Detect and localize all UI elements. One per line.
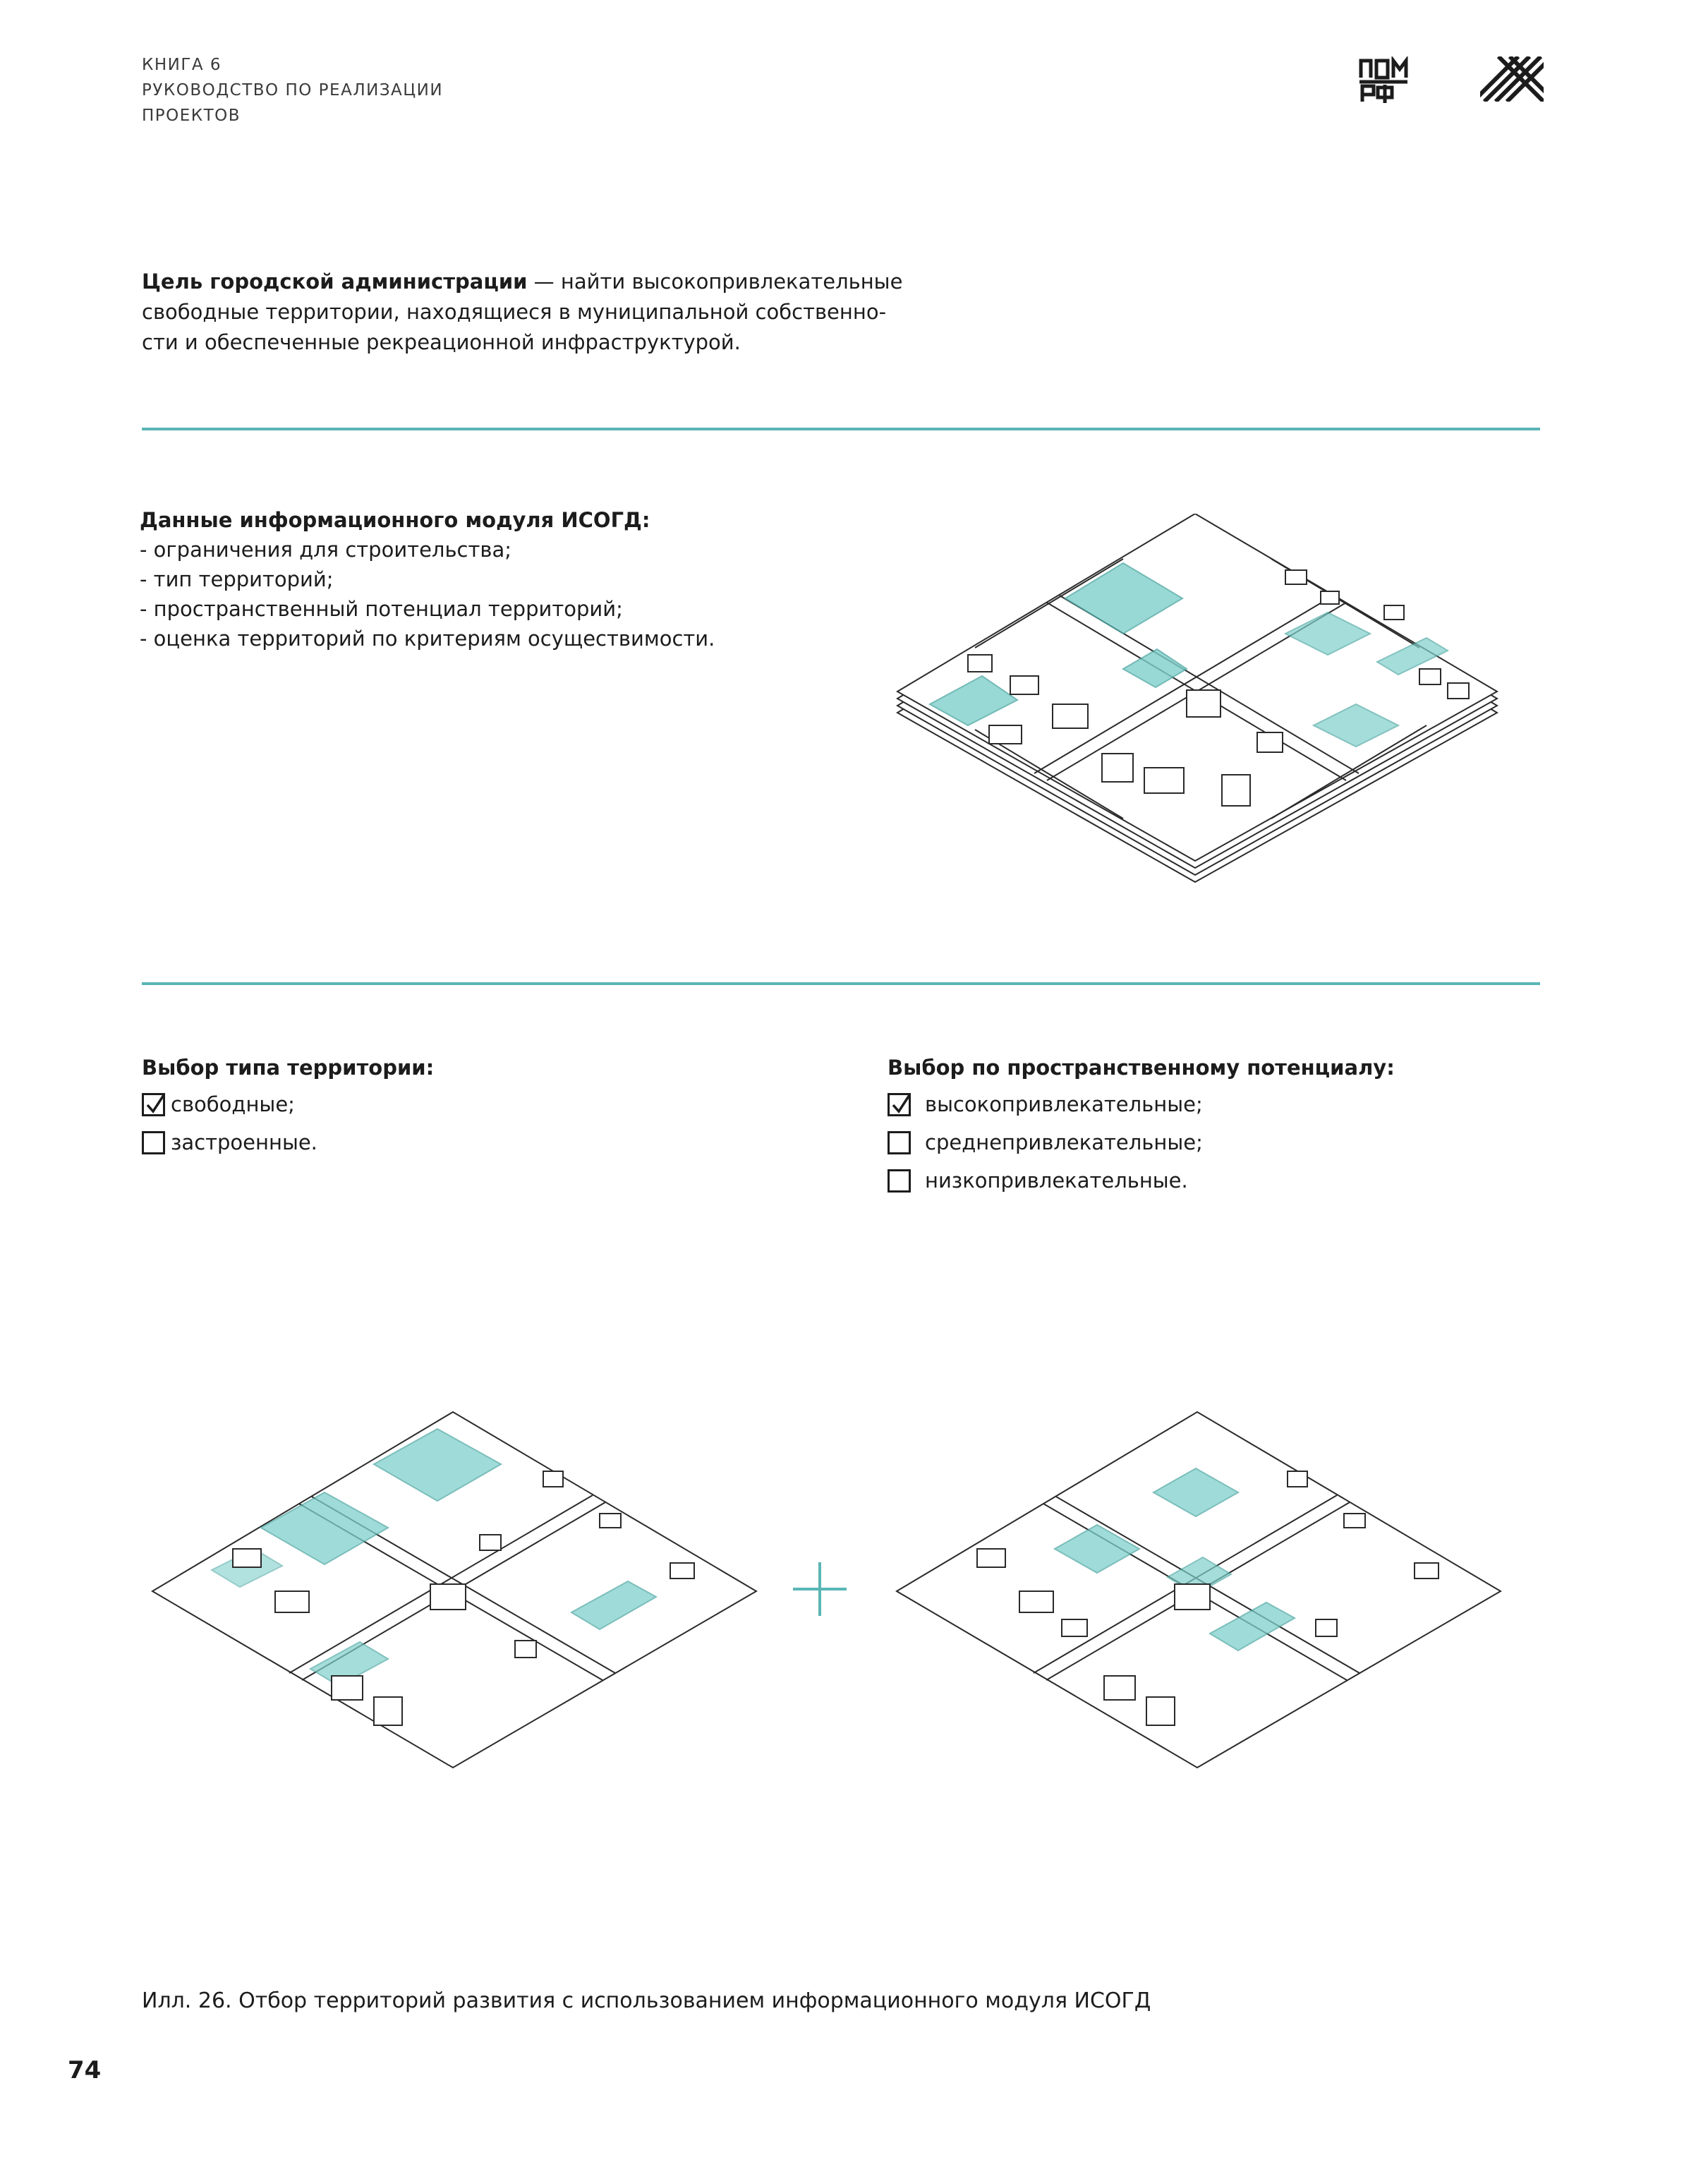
territory-type-selector (142, 1050, 434, 1161)
option-label: среднепривлекательные; (925, 1130, 1203, 1154)
figure-caption: Илл. 26. Отбор территорий развития с использованием информационного модуля ИСОГД (142, 1988, 1151, 2013)
goal-paragraph (142, 267, 988, 358)
option-free[interactable] (142, 1085, 434, 1123)
header-line-3: ПРОЕКТОВ (142, 107, 241, 125)
goal-bold: Цель городской администрации (142, 270, 528, 294)
option-label: низкопривлекательные. (925, 1169, 1188, 1193)
isogd-section (140, 505, 715, 653)
spatial-potential-title: Выбор по пространственному потенциалу: (888, 1056, 1395, 1080)
isometric-map-territory-type (148, 1408, 762, 1775)
option-medium[interactable] (888, 1123, 1395, 1161)
checkbox-empty-icon[interactable] (888, 1131, 911, 1154)
option-label: застроенные. (171, 1130, 317, 1154)
isogd-item: - тип территорий; (140, 567, 334, 591)
checkbox-empty-icon[interactable] (142, 1131, 165, 1154)
isometric-map-layers (890, 514, 1504, 888)
divider-2 (142, 982, 1540, 985)
goal-rest: — найти высокопривлекательные (527, 270, 903, 294)
running-header (142, 52, 443, 128)
checkbox-empty-icon[interactable] (888, 1169, 911, 1193)
territory-type-title: Выбор типа территории: (142, 1056, 435, 1080)
header-line-1: КНИГА 6 (142, 56, 222, 74)
goal-line-2: свободные территории, находящиеся в муниципальной собственно- (142, 300, 887, 324)
isogd-item: - оценка территорий по критериям осуществимости. (140, 627, 715, 651)
checkbox-checked-icon[interactable] (142, 1093, 165, 1116)
isogd-item: - пространственный потенциал территорий; (140, 597, 623, 621)
option-label: высокопривлекательные; (925, 1092, 1203, 1116)
pattern-logo (1480, 56, 1544, 102)
spatial-potential-selector (888, 1050, 1395, 1200)
plus-icon (793, 1562, 847, 1616)
goal-line-3: сти и обеспеченные рекреационной инфраструктурой. (142, 330, 741, 354)
option-label: свободные; (171, 1092, 295, 1116)
checkbox-checked-icon[interactable] (888, 1093, 911, 1116)
dom-rf-logo (1358, 56, 1409, 104)
isogd-item: - ограничения для строительства; (140, 538, 512, 562)
page-number: 74 (68, 2056, 102, 2084)
divider-1 (142, 428, 1540, 430)
isometric-map-spatial-potential (892, 1408, 1506, 1775)
isogd-title: Данные информационного модуля ИСОГД: (140, 508, 650, 532)
option-low[interactable] (888, 1161, 1395, 1200)
header-line-2: РУКОВОДСТВО ПО РЕАЛИЗАЦИИ (142, 81, 444, 99)
option-high[interactable] (888, 1085, 1395, 1123)
option-built[interactable] (142, 1123, 434, 1161)
